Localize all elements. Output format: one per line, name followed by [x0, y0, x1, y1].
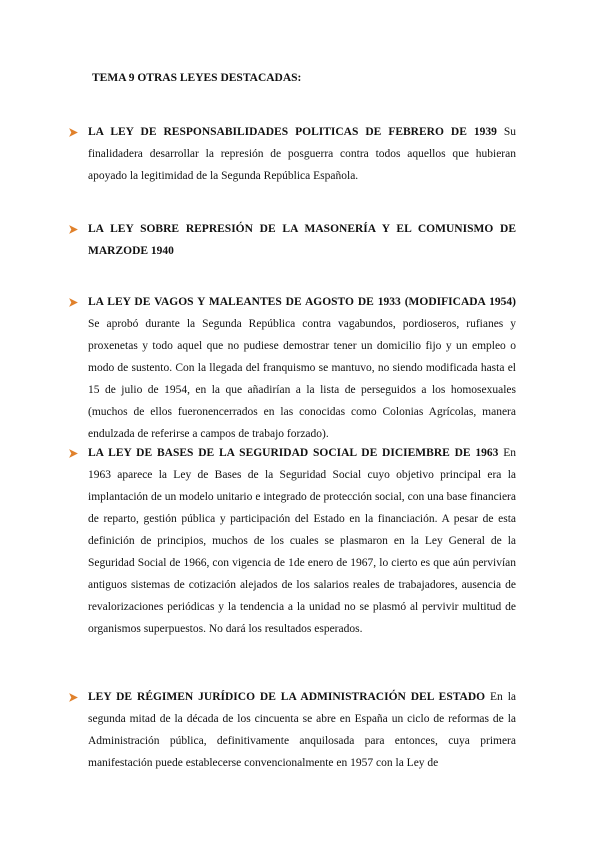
arrow-bullet-icon [68, 692, 79, 703]
section-body: Se aprobó durante la Segunda República contra vagabundos, pordioseros, rufianes y proxenetas y todo aquel que no pudiese demostrar tener un domicilio fijo y un empleo o modo de sustento. Con la llegada del franquismo se mantuvo, no siendo modificada hasta el 15 de julio de 1954, en la que añadirían a la lista de perseguidos a los homosexuales (muchos de ellos fueronencerrados en las conocidas como Colonias Agrícolas, manera endulzada de referirse a campos de trabajo forzado). [88, 318, 516, 440]
section-body: En 1963 aparece la Ley de Bases de la Seguridad Social cuyo objetivo principal era la implantación de un modelo unitario e integrado de protección social, con una base financiera de reparto, gestión pública y participación del Estado en la financiación. A pesar de esta definición de principios, muchos de los cuales se plasmaron en la Ley General de la Seguridad Social de 1966, con vigencia de 1de enero de 1967, lo cierto es que aún pervivían antiguos sistemas de cotización alejados de los salarios reales de trabajadores, ausencia de revalorizaciones periódicas y la tendencia a la unidad no se plasmó al pervivir multitud de organismos superpuestos. No dará los resultados esperados. [88, 447, 516, 635]
arrow-bullet-icon [68, 448, 79, 459]
section-vagos-maleantes [88, 291, 516, 445]
section-represion-masoneria [88, 218, 516, 262]
arrow-bullet-icon [68, 127, 79, 138]
section-regimen-juridico [88, 686, 516, 774]
page-title: TEMA 9 OTRAS LEYES DESTACADAS: [92, 72, 302, 84]
section-body: Su finalidadera desarrollar la represión de posguerra contra todos aquellos que hubieran apoyado la legitimidad de la Segunda República Española. [88, 126, 516, 182]
section-heading: LA LEY DE VAGOS Y MALEANTES DE AGOSTO DE 1933 (MODIFICADA 1954) [88, 296, 516, 308]
section-heading: LA LEY DE BASES DE LA SEGURIDAD SOCIAL DE DICIEMBRE DE 1963 [88, 447, 499, 459]
section-heading: LEY DE RÉGIMEN JURÍDICO DE LA ADMINISTRACIÓN DEL ESTADO [88, 691, 486, 703]
arrow-bullet-icon [68, 297, 79, 308]
section-heading: LA LEY DE RESPONSABILIDADES POLITICAS DE FEBRERO DE 1939 [88, 126, 497, 138]
section-heading: LA LEY SOBRE REPRESIÓN DE LA MASONERÍA Y EL COMUNISMO DE MARZODE 1940 [88, 223, 516, 257]
arrow-bullet-icon [68, 224, 79, 235]
section-body: En la segunda mitad de la década de los cincuenta se abre en España un ciclo de reformas de la Administración pública, definitivamente anquilosada para entonces, cuya primera manifestación puede establecerse convencionalmente en 1957 con la Ley de [88, 691, 516, 769]
section-seguridad-social [88, 442, 516, 640]
section-responsabilidades-politicas [88, 121, 516, 187]
